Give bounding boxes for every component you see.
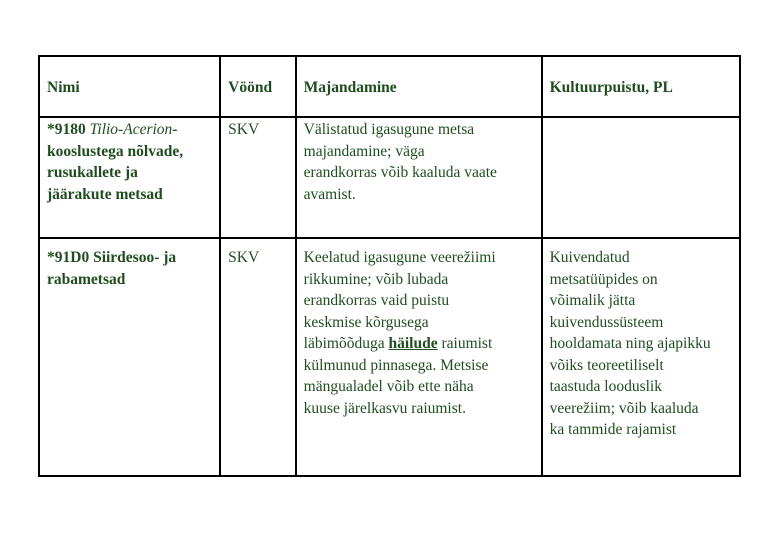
cell-culture-forest: [542, 117, 740, 238]
cell-zone: SKV: [220, 238, 296, 476]
cell-name: *9180 Tilio-Acerion- kooslustega nõlvade, rusukallete ja jäärakute metsad: [39, 117, 220, 238]
cell-management: Välistatud igasugune metsa majandamine; väga erandkorras võib kaaluda vaate avamist.: [296, 117, 542, 238]
table-row: [39, 117, 740, 238]
table-header-row: [39, 56, 740, 117]
underlined-term: häilude: [388, 335, 438, 352]
habitat-table: [38, 55, 741, 477]
header-management: Majandamine: [296, 56, 542, 117]
header-zone: Vöönd: [220, 56, 296, 117]
header-name: Nimi: [39, 56, 220, 117]
header-culture-forest: Kultuurpuistu, PL: [542, 56, 740, 117]
habitat-code: *9180: [47, 121, 90, 138]
table-row: [39, 238, 740, 476]
cell-name: *91D0 Siirdesoo- ja rabametsad: [39, 238, 220, 476]
habitat-latin-name: Tilio-Acerion: [89, 121, 173, 138]
cell-management: Keelatud igasugune veerežiimi rikkumine; võib lubada erandkorras vaid puistu keskmise kõrgusega läbimõõduga häilude raiumist külmunud pinnasega. Metsise mängualadel võib ette näha kuuse järelkasvu raiumist.: [296, 238, 542, 476]
cell-zone: SKV: [220, 117, 296, 238]
cell-culture-forest: Kuivendatud metsatüüpides on võimalik jätta kuivendussüsteem hooldamata ning ajapikku võiks teoreetiliselt taastuda looduslik veerežiim; võib kaaluda ka tammide rajamist: [542, 238, 740, 476]
